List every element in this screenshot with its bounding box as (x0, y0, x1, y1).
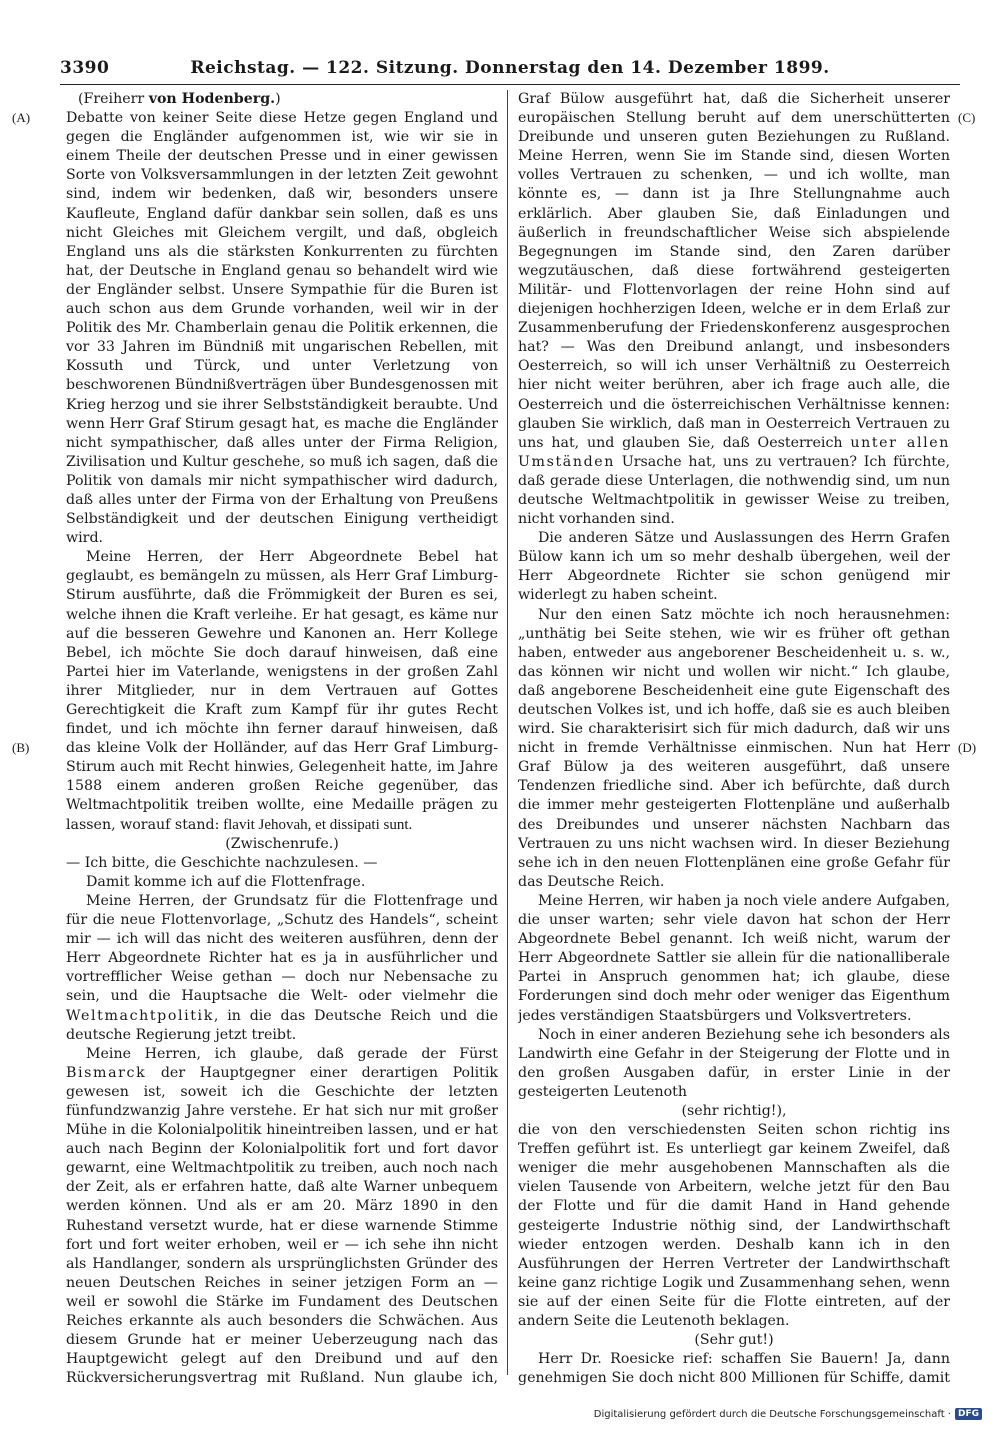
paragraph: Meine Herren, der Grundsatz für die Flottenfrage und für die neue Flottenvorlage, „Schutz des Handels“, scheint mir — ich will das nicht des weiteren ausführen, denn der Herr Abgeordnete Richter hat es ja in ausführlicher und vortrefflicher Weise gethan — doch nur Nebensache zu sein, und die Hauptsache die Welt- oder vielmehr die Weltmachtpolitik, in die das Deutsche Reich und die deutsche Regierung jetzt treibt. (66, 892, 498, 1043)
latin-quote: flavit Jehovah, et dissipati sunt. (219, 816, 413, 833)
paragraph: — Ich bitte, die Geschichte nachzulesen. — (66, 854, 378, 871)
emphasis-spaced: unter allen Umständen (518, 434, 950, 470)
digitization-footer (594, 1408, 982, 1420)
margin-marker-a: (A) (12, 110, 31, 125)
speaker-name: von Hodenberg. (148, 91, 276, 107)
margin-marker-b: (B) (12, 740, 30, 755)
footer-text: Digitalisierung gefördert durch die Deutsche Forschungsgemeinschaft · (593, 1408, 951, 1420)
dfg-logo-icon: DFG (955, 1408, 982, 1420)
right-column (518, 90, 950, 1390)
paragraph: Debatte von keiner Seite diese Hetze gegen England und gegen die Engländer aufgenommen ist, wie wir sie in einem Theile der deutschen Presse und in einer gewissen Sorte von Volksversammlungen in der letzten Zeit gewohnt sind, indem wir bedenken, daß wir, besonders unsere Kaufleute, England dafür dankbar sein sollen, daß es uns nicht Gleiches mit Gleichem vergilt, und daß, obgleich England uns als die stärksten Konkurrenten zu fürchten hat, der Deutsche in England genau so behandelt wird wie der Engländer selbst. Unsere Sympathie für die Buren ist auch schon aus dem Grunde vorhanden, weil wir in der Politik des Mr. Chamberlain genau die Politik erkennen, die vor 33 Jahren im Bündniß mit ungarischen Rebellen, mit Kossuth und Türck, und unter Verletzung von beschworenen Bündnißverträgen über Bundesgenossen mit Krieg herzog und sie ihrer Selbstständigkeit beraubte. Und wenn Herr Graf Stirum gesagt hat, es mache die Engländer nicht sympathischer, daß alles unter der Firma Religion, Zivilisation und Kultur geschehe, so muß ich sagen, daß die Politik von damals mir nicht sympathischer wird dadurch, daß alles unter der Firma von der Erhaltung von Preußens Selbständigkeit und der deutschen Einigung vertheidigt wird. (66, 110, 498, 547)
margin-marker-c: (C) (958, 110, 976, 125)
interjection: (sehr richtig!), (681, 1102, 787, 1119)
paragraph: Damit komme ich auf die Flottenfrage. (86, 873, 366, 890)
page-number: 3390 (60, 58, 110, 78)
paragraph: Nur den einen Satz möchte ich noch herausnehmen: „unthätig bei Seite stehen, wie wir es früher oft gethan haben, entweder aus angeborener Bescheidenheit u. s. w., das können wir nicht und wollen wir nicht.“ Ich glaube, daß angeborene Bescheidenheit eine gute Eigenschaft des deutschen Volkes ist, und ich hoffe, daß sie es auch bleiben wird. Sie charakterisirt sich für mich dadurch, daß wir uns nicht in fremde Verhältnisse einmischen. Nun hat Herr Graf Bülow ja des weiteren ausgeführt, daß unsere Tendenzen friedliche sind. Aber ich befürchte, daß durch die immer mehr gesteigerten Flottenpläne und außerhalb des Dreibundes und unserer nächsten Nachbarn das Vertrauen zu uns nicht wachsen wird. In dieser Beziehung sehe ich in den neuen Flottenplänen eine große Gefahr für das Deutsche Reich. (518, 606, 950, 890)
interjection: (Sehr gut!) (694, 1332, 774, 1349)
margin-marker-d: (D) (958, 740, 977, 755)
paragraph: Meine Herren, der Herr Abgeordnete Bebel hat geglaubt, es bemängeln zu müssen, als Herr Graf Limburg-Stirum ausführte, daß die Frömmigkeit der Buren es sei, welche ihnen die Kraft verleihe. Er hat gesagt, es käme nur auf die besseren Gewehre und Kanonen an. Herr Kollege Bebel, ich möchte Sie doch darauf hinweisen, daß eine Partei hier im Vaterlande, wenigstens in der großen Zahl ihrer Mitglieder, nur in dem Vertrauen auf Gottes Gerechtigkeit die Kraft zum Kampf für ihr gutes Recht findet, und ich möchte ihn ferner darauf hinweisen, daß das kleine Volk der Holländer, auf das Herr Graf Limburg-Stirum auch mit Recht hinwies, Gelegenheit hatte, im Jahre 1588 einem anderen großen Reiche gegenüber, das Weltmachtpolitik treiben wollte, eine Medaille prägen zu lassen, worauf stand: flavit Jehovah, et dissipati sunt. (66, 549, 498, 833)
emphasis-spaced: Bismarck (66, 1064, 147, 1081)
column-divider (507, 90, 508, 1375)
left-column (66, 90, 498, 1390)
interjection: (Zwischenrufe.) (225, 835, 339, 852)
paragraph: Meine Herren, wir haben ja noch viele andere Aufgaben, die unser warten; sehr viele davon hat schon der Herr Abgeordnete Bebel genannt. Ich weiß nicht, warum der Herr Abgeordnete Sattler sie allein für die nationalliberale Partei in Anspruch genommen hat; ich glaube, diese Forderungen sind doch mehr oder weniger das Eigenthum jedes verständigen Staatsbürgers und Volksvertreters. (518, 892, 950, 1024)
paragraph: Noch in einer anderen Beziehung sehe ich besonders als Landwirth eine Gefahr in der Steigerung der Flotte und in den großen Ausgaben dafür, in erster Linie in der gesteigerten Leutenoth (518, 1026, 950, 1100)
quote: „unthätig bei Seite stehen, wie wir es früher oft gethan haben, entweder aus angeborener Bescheidenheit u. s. w., das können wir nicht und wollen wir nicht.“ (518, 625, 950, 680)
paragraph: Die anderen Sätze und Auslassungen des Herrn Grafen Bülow kann ich um so mehr deshalb übergehen, weil der Herr Abgeordnete Richter sie schon genügend mir widerlegt zu haben scheint. (518, 530, 950, 604)
page-header (60, 58, 960, 85)
paragraph: Meine Herren, ich glaube, daß gerade der Fürst Bismarck der Hauptgegner einer derartigen Politik gewesen ist, soweit ich die Geschichte der letzten fünfundzwanzig Jahre verstehe. Er hat sich nur mit großer Mühe in die Kolonialpolitik hineintreiben lassen, und er hat auch nach Beginn der Kolonialpolitik fort und fort davor gewarnt, eine Weltmachtpolitik zu treiben, auch noch nach der Zeit, als er erfahren hatte, daß alte Warner unbequem werden können. Und als er am 20. März 1890 in den Ruhestand versetzt wurde, hat er diese warnende Stimme fort und fort weiter erhoben, weil er — ich sehe ihn nicht als Handlanger, sondern als ursprünglichsten Gründer des neuen Deutschen Reiches in seiner jetzigen Form an — weil er sowohl die Stärke im Fundament des Deutschen Reiches erkannte als auch besonders die Schwächen. Aus diesem Grunde hat er meiner Ueberzeugung nach das Hauptgewicht gelegt auf den Dreibund und auf den Rückversicherungsvertrag mit Rußland. Nun glaube ich, (66, 1045, 498, 1387)
speaker-tag: (Freiherr von Hodenberg.) (78, 91, 281, 107)
running-title: Reichstag. — 122. Sitzung. Donnerstag den 14. Dezember 1899. (190, 58, 830, 78)
emphasis-spaced: Weltmachtpolitik (66, 1007, 214, 1024)
paragraph: Herr Dr. Roesicke rief: schaffen Sie Bauern! Ja, dann genehmigen Sie doch nicht 800 Millionen für Schiffe, damit (518, 1351, 950, 1387)
paragraph: Graf Bülow ausgeführt hat, daß die Sicherheit unserer europäischen Stellung beruht auf dem unerschütterten Dreibunde und unseren guten Beziehungen zu Rußland. Meine Herren, wenn Sie im Stande sind, diesen Worten volles Vertrauen zu schenken, — und ich wollte, man könnte es, — dann ist ja Ihre Stellungnahme auch erklärlich. Aber glauben Sie, daß Einladungen und äußerlich in freundschaftlicher Weise sich abspielende Begegnungen im Stande sind, den Zaren darüber wegzutäuschen, daß diese fortwährend gesteigerten Militär- und Flottenvorlagen der reine Hohn sind auf diejenigen hochherzigen Ideen, welche er in dem Erlaß zur Zusammenberufung der Friedenskonferenz ausgesprochen hat? — Was den Dreibund anlangt, und insbesonders Oesterreich, so will ich unser Verhältniß zu Oesterreich hier nicht weiter berühren, aber ich frage auch alle, die Oesterreich und die österreichischen Verhältnisse kennen: glauben Sie wirklich, daß man in Oesterreich Vertrauen zu uns hat, und glauben Sie, daß Oesterreich unter allen Umständen Ursache hat, uns zu vertrauen? Ich fürchte, daß gerade diese Unterlagen, die nothwendig sind, um nun deutsche Weltmachtpolitik in gewisser Weise zu treiben, nicht vorhanden sind. (518, 91, 950, 528)
paragraph: die von den verschiedensten Seiten schon richtig ins Treffen geführt ist. Es unterliegt gar keinem Zweifel, daß weniger die mehr ausgehobenen Mannschaften als die vielen Tausende von Arbeitern, welche jetzt für den Bau der Flotte und für die damit Hand in Hand gehende gesteigerte Industrie nöthig sind, der Landwirthschaft wieder entzogen werden. Deshalb kann ich in den Ausführungen der Herren Vertreter der Landwirthschaft keine ganz richtige Logik und Zusammenhang sehen, wenn sie auf der einen Seite für die Flotte eintreten, auf der andern Seite die Leutenoth beklagen. (518, 1122, 950, 1329)
